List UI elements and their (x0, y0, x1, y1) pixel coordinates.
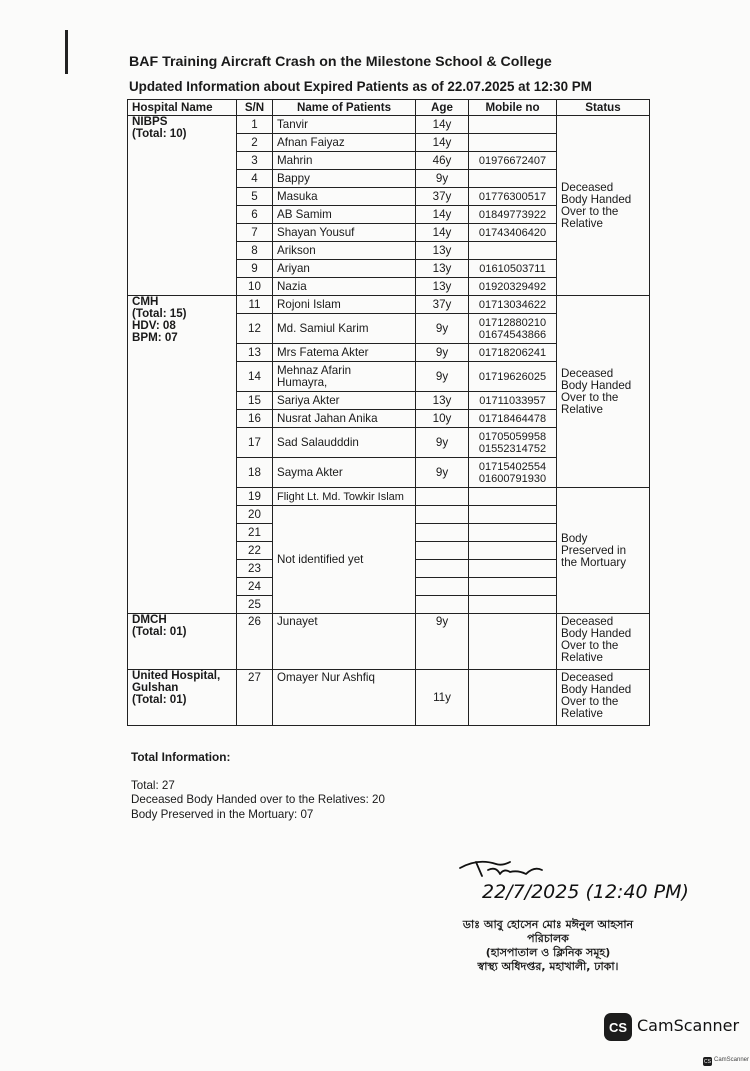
row-age (416, 560, 469, 578)
row-sn: 21 (237, 524, 273, 542)
row-sn: 15 (237, 392, 273, 410)
row-sn: 23 (237, 560, 273, 578)
row-mobile (469, 506, 557, 524)
row-mobile: 01920329492 (469, 278, 557, 296)
header-status: Status (557, 100, 650, 116)
row-mobile: 01776300517 (469, 188, 557, 206)
not-identified-cell: Not identified yet (273, 506, 416, 614)
row-name: Nusrat Jahan Anika (273, 410, 416, 428)
table-row (128, 296, 650, 314)
row-sn: 11 (237, 296, 273, 314)
row-sn: 26 (237, 614, 273, 670)
row-age: 13y (416, 260, 469, 278)
totals-heading: Total Information: (131, 750, 231, 764)
row-age: 14y (416, 116, 469, 134)
row-name: Sayma Akter (273, 458, 416, 488)
row-age: 9y (416, 614, 469, 670)
row-sn: 3 (237, 152, 273, 170)
row-age: 14y (416, 134, 469, 152)
row-age: 9y (416, 458, 469, 488)
row-sn: 5 (237, 188, 273, 206)
row-sn: 6 (237, 206, 273, 224)
status-dmch: Deceased Body Handed Over to the Relative (557, 614, 650, 670)
status-cmh-preserved: Body Preserved in the Mortuary (557, 488, 650, 614)
row-sn: 18 (237, 458, 273, 488)
row-name: Shayan Yousuf (273, 224, 416, 242)
row-sn: 8 (237, 242, 273, 260)
row-mobile: 01976672407 (469, 152, 557, 170)
row-mobile (469, 542, 557, 560)
signature-date: 22/7/2025 (12:40 PM) (482, 881, 689, 903)
row-name: Sariya Akter (273, 392, 416, 410)
hospital-cmh: CMH (Total: 15) HDV: 08 BPM: 07 (128, 296, 237, 614)
row-name: Masuka (273, 188, 416, 206)
row-sn: 7 (237, 224, 273, 242)
row-age: 14y (416, 224, 469, 242)
row-name: Md. Samiul Karim (273, 314, 416, 344)
row-age: 37y (416, 188, 469, 206)
row-name: Junayet (273, 614, 416, 670)
row-mobile: 01718206241 (469, 344, 557, 362)
row-name: Mahrin (273, 152, 416, 170)
row-name: Tanvir (273, 116, 416, 134)
row-mobile (469, 134, 557, 152)
scan-edge-mark (65, 30, 68, 74)
camscanner-small-logo-icon: CS (704, 1058, 711, 1065)
official-stamp: ডাঃ আবু হোসেন মোঃ মঈনুল আহসান পরিচালক (হাসপাতাল ও ক্লিনিক সমূহ) স্বাস্থ্য অধিদপ্তর, মহাখালী, ঢাকা। (462, 918, 634, 973)
row-age: 9y (416, 314, 469, 344)
header-age: Age (416, 100, 469, 116)
patients-table (127, 99, 650, 726)
row-mobile: 01610503711 (469, 260, 557, 278)
row-name: AB Samim (273, 206, 416, 224)
row-mobile (469, 524, 557, 542)
row-name: Mrs Fatema Akter (273, 344, 416, 362)
row-age (416, 578, 469, 596)
table-header-row (128, 100, 650, 116)
row-mobile (469, 488, 557, 506)
totals-preserved: Body Preserved in the Mortuary: 07 (131, 807, 314, 821)
row-mobile: 01719626025 (469, 362, 557, 392)
row-sn: 1 (237, 116, 273, 134)
row-sn: 25 (237, 596, 273, 614)
row-age (416, 506, 469, 524)
row-sn: 20 (237, 506, 273, 524)
row-age (416, 524, 469, 542)
row-mobile: 01715402554 01600791930 (469, 458, 557, 488)
header-name: Name of Patients (273, 100, 416, 116)
row-sn: 2 (237, 134, 273, 152)
row-mobile: 01711033957 (469, 392, 557, 410)
row-age: 13y (416, 278, 469, 296)
row-mobile: 01712880210 01674543866 (469, 314, 557, 344)
row-mobile: 01718464478 (469, 410, 557, 428)
row-age: 9y (416, 428, 469, 458)
row-sn: 4 (237, 170, 273, 188)
status-cmh-handed: Deceased Body Handed Over to the Relative (557, 296, 650, 488)
camscanner-label: CamScanner (637, 1016, 740, 1035)
row-name: Nazia (273, 278, 416, 296)
row-age: 9y (416, 362, 469, 392)
row-sn: 12 (237, 314, 273, 344)
totals-handed: Deceased Body Handed over to the Relatives: 20 (131, 793, 385, 806)
row-mobile: 01713034622 (469, 296, 557, 314)
row-sn: 13 (237, 344, 273, 362)
table-row (128, 614, 650, 670)
row-sn: 22 (237, 542, 273, 560)
row-age: 11y (416, 670, 469, 726)
header-mobile: Mobile no (469, 100, 557, 116)
camscanner-small-label: CamScanner (714, 1057, 750, 1063)
row-mobile (469, 242, 557, 260)
hospital-nibps: NIBPS (Total: 10) (128, 116, 237, 296)
row-mobile (469, 578, 557, 596)
row-age (416, 596, 469, 614)
row-age (416, 542, 469, 560)
row-age: 13y (416, 392, 469, 410)
row-name: Arikson (273, 242, 416, 260)
row-sn: 16 (237, 410, 273, 428)
row-name: Afnan Faiyaz (273, 134, 416, 152)
row-mobile: 01743406420 (469, 224, 557, 242)
document-subtitle: Updated Information about Expired Patients as of 22.07.2025 at 12:30 PM (129, 79, 592, 94)
row-age: 14y (416, 206, 469, 224)
row-sn: 9 (237, 260, 273, 278)
row-sn: 19 (237, 488, 273, 506)
row-name: Sad Salaudddin (273, 428, 416, 458)
row-name: Rojoni Islam (273, 296, 416, 314)
row-mobile (469, 614, 557, 670)
row-mobile (469, 116, 557, 134)
row-age: 9y (416, 344, 469, 362)
row-mobile: 01705059958 01552314752 (469, 428, 557, 458)
row-mobile (469, 596, 557, 614)
totals-total: Total: 27 (131, 778, 175, 792)
row-age: 10y (416, 410, 469, 428)
row-name: Bappy (273, 170, 416, 188)
row-sn: 10 (237, 278, 273, 296)
row-age (416, 488, 469, 506)
header-sn: S/N (237, 100, 273, 116)
row-sn: 14 (237, 362, 273, 392)
row-mobile (469, 560, 557, 578)
row-sn: 24 (237, 578, 273, 596)
hospital-dmch: DMCH (Total: 01) (128, 614, 237, 670)
header-hospital: Hospital Name (128, 100, 237, 116)
row-name: Mehnaz Afarin Humayra, (273, 362, 416, 392)
row-mobile (469, 170, 557, 188)
total-information (131, 750, 385, 822)
row-sn: 17 (237, 428, 273, 458)
row-sn: 27 (237, 670, 273, 726)
row-age: 13y (416, 242, 469, 260)
row-mobile (469, 670, 557, 726)
table-row (128, 670, 650, 726)
table-row (128, 116, 650, 134)
row-age: 9y (416, 170, 469, 188)
document-title: BAF Training Aircraft Crash on the Milestone School & College (129, 54, 552, 70)
status-nibps: Deceased Body Handed Over to the Relative (557, 116, 650, 296)
hospital-united: United Hospital, Gulshan (Total: 01) (128, 670, 237, 726)
row-name: Flight Lt. Md. Towkir Islam (273, 488, 416, 506)
camscanner-logo-icon: CS (604, 1013, 632, 1041)
row-age: 46y (416, 152, 469, 170)
row-mobile: 01849773922 (469, 206, 557, 224)
row-name: Ariyan (273, 260, 416, 278)
row-name: Omayer Nur Ashfiq (273, 670, 416, 726)
status-united: Deceased Body Handed Over to the Relative (557, 670, 650, 726)
row-age: 37y (416, 296, 469, 314)
